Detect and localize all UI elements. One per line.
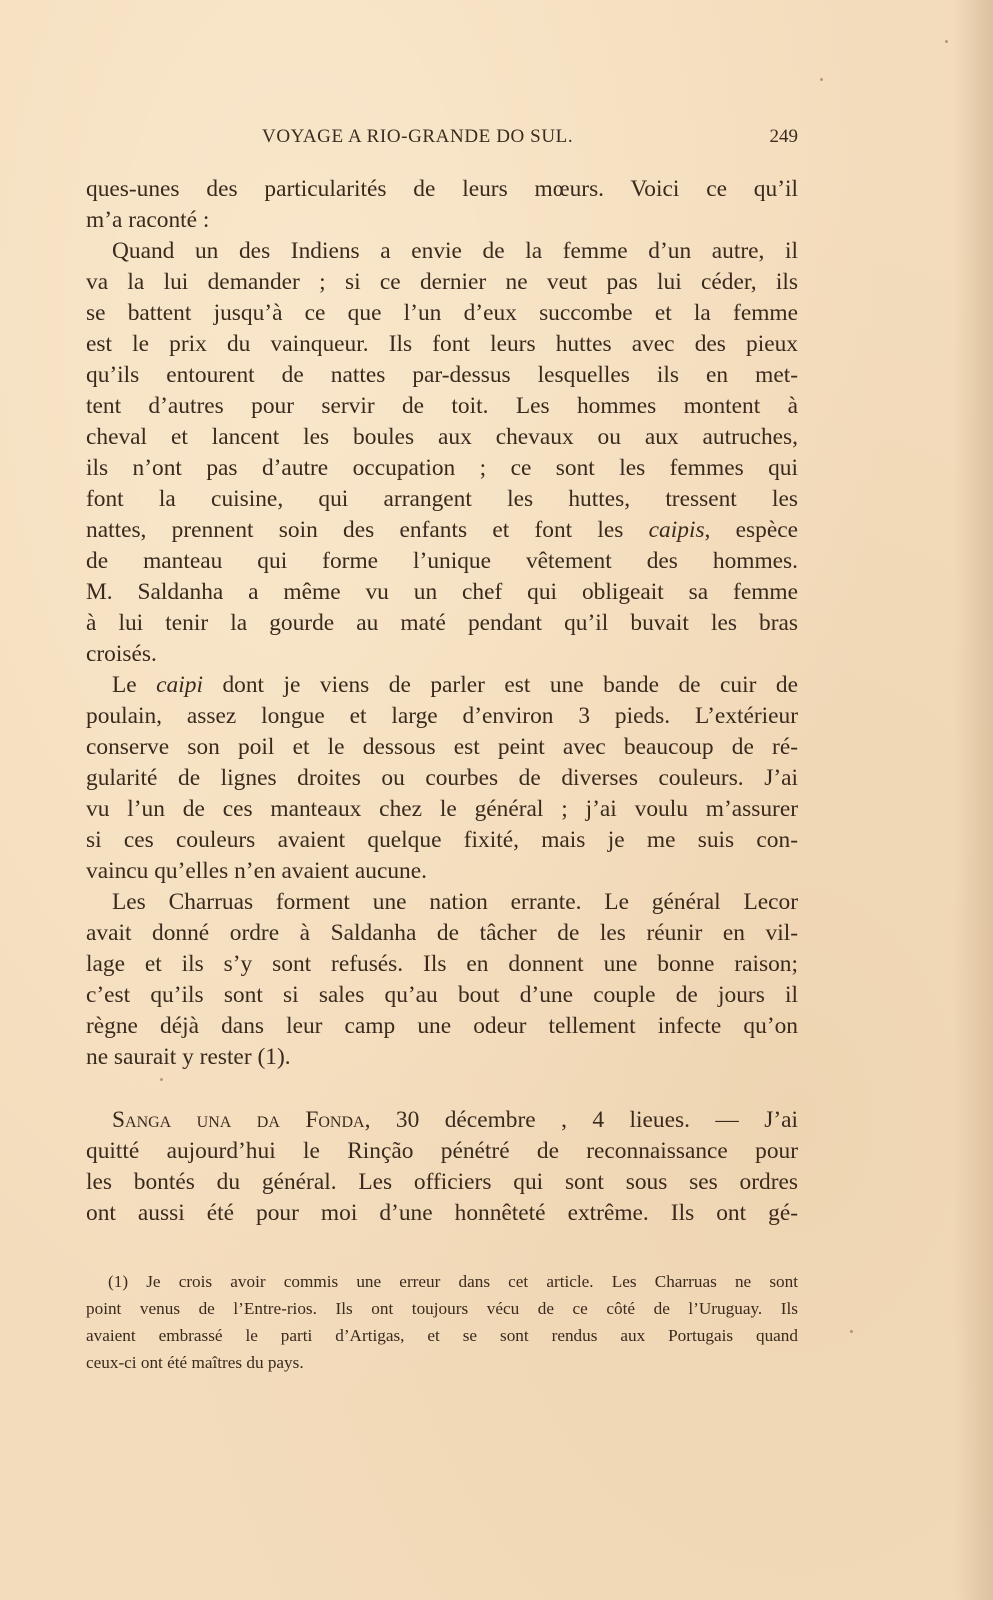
running-header bbox=[86, 126, 798, 154]
paper-speck bbox=[160, 1078, 163, 1081]
text-line: à lui tenir la gourde au maté pendant qu’il buvait les bras bbox=[86, 610, 798, 636]
text-line: conserve son poil et le dessous est peint avec beaucoup de ré- bbox=[86, 734, 798, 760]
footnote-line: avaient embrassé le parti d’Artigas, et se sont rendus aux Portugais quand bbox=[86, 1326, 798, 1345]
text-line: c’est qu’ils sont si sales qu’au bout d’une couple de jours il bbox=[86, 982, 798, 1008]
footnote-line: ceux-ci ont été maîtres du pays. bbox=[86, 1353, 304, 1372]
paragraph-start: Quand un des Indiens a envie de la femme d’un autre, il bbox=[112, 238, 798, 264]
text-segment: dont je viens de parler est une bande de cuir de bbox=[202, 672, 798, 698]
text-line: va la lui demander ; si ce dernier ne veut pas lui céder, ils bbox=[86, 269, 798, 295]
text-line: m’a raconté : bbox=[86, 207, 210, 233]
text-line bbox=[86, 515, 798, 546]
footnote-line: point venus de l’Entre-rios. Ils ont toujours vécu de ce côté de l’Uruguay. Ils bbox=[86, 1299, 798, 1318]
text-line: de manteau qui forme l’unique vêtement des hommes. bbox=[86, 548, 798, 574]
text-line: ont aussi été pour moi d’une honnêteté extrême. Ils ont gé- bbox=[86, 1200, 798, 1226]
journal-entry-heading bbox=[86, 1105, 798, 1136]
text-segment: nattes, prennent soin des enfants et font les bbox=[86, 517, 649, 543]
footnote bbox=[86, 1268, 798, 1376]
text-line: se battent jusqu’à ce que l’un d’eux succombe et la femme bbox=[86, 300, 798, 326]
text-segment: Le bbox=[112, 672, 157, 698]
footnote-line: (1) Je crois avoir commis une erreur dans cet article. Les Charruas ne sont bbox=[108, 1272, 798, 1291]
running-title: VOYAGE A RIO-GRANDE DO SUL. bbox=[262, 126, 574, 147]
text-line: est le prix du vainqueur. Ils font leurs huttes avec des pieux bbox=[86, 331, 798, 357]
paper-speck bbox=[945, 40, 948, 43]
text-line: ils n’ont pas d’autre occupation ; ce sont les femmes qui bbox=[86, 455, 798, 481]
text-line: ne saurait y rester (1). bbox=[86, 1044, 291, 1070]
place-name: Sanga una da Fonda bbox=[112, 1107, 365, 1133]
text-line: ques-unes des particularités de leurs mœurs. Voici ce qu’il bbox=[86, 176, 798, 202]
text-line: cheval et lancent les boules aux chevaux ou aux autruches, bbox=[86, 424, 798, 450]
text-line: les bontés du général. Les officiers qui sont sous ses ordres bbox=[86, 1169, 798, 1195]
paper-speck bbox=[850, 1330, 853, 1333]
text-line: gularité de lignes droites ou courbes de diverses couleurs. J’ai bbox=[86, 765, 798, 791]
italic-term: caipi bbox=[156, 672, 203, 698]
text-line: M. Saldanha a même vu un chef qui obligeait sa femme bbox=[86, 579, 798, 605]
text-line: quitté aujourd’hui le Rinção pénétré de reconnaissance pour bbox=[86, 1138, 798, 1164]
text-line: lage et ils s’y sont refusés. Ils en donnent une bonne raison; bbox=[86, 951, 798, 977]
text-line: vu l’un de ces manteaux chez le général ; j’ai voulu m’assurer bbox=[86, 796, 798, 822]
section-gap bbox=[86, 1073, 798, 1105]
text-line: tent d’autres pour servir de toit. Les hommes montent à bbox=[86, 393, 798, 419]
text-segment: , espèce bbox=[704, 517, 798, 543]
text-line: règne déjà dans leur camp une odeur tellement infecte qu’on bbox=[86, 1013, 798, 1039]
text-line: si ces couleurs avaient quelque fixité, mais je me suis con- bbox=[86, 827, 798, 853]
text-line: qu’ils entourent de nattes par-dessus lesquelles ils en met- bbox=[86, 362, 798, 388]
italic-term: caipis bbox=[648, 517, 705, 543]
text-line: font la cuisine, qui arrangent les huttes, tressent les bbox=[86, 486, 798, 512]
text-segment: , 30 décembre , 4 lieues. — J’ai bbox=[364, 1107, 799, 1133]
text-line: avait donné ordre à Saldanha de tâcher de les réunir en vil- bbox=[86, 920, 798, 946]
text-line: vaincu qu’elles n’en avaient aucune. bbox=[86, 858, 427, 884]
paragraph-start: Les Charruas forment une nation errante. Le général Lecor bbox=[112, 889, 798, 915]
text-line: poulain, assez longue et large d’environ 3 pieds. L’extérieur bbox=[86, 703, 798, 729]
paper-speck bbox=[820, 78, 823, 81]
text-line: croisés. bbox=[86, 641, 157, 667]
page-number: 249 bbox=[769, 126, 798, 147]
paragraph-start bbox=[86, 670, 798, 701]
body-text bbox=[86, 174, 798, 1229]
